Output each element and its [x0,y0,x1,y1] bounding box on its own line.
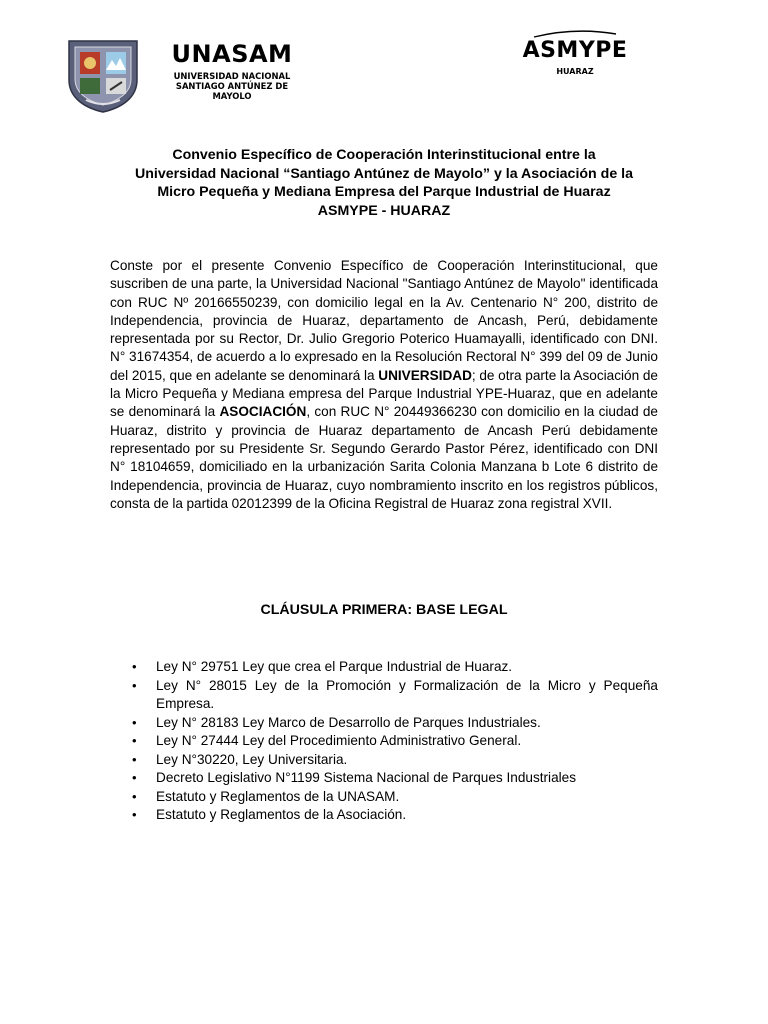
list-item-text: Ley N° 27444 Ley del Procedimiento Administrativo General. [156,733,522,748]
bullet-icon: • [132,788,137,804]
bullet-icon: • [132,714,137,730]
bullet-icon: • [132,659,137,674]
legal-basis-list [110,658,658,825]
list-item-text: Ley N° 29751 Ley que crea el Parque Industrial de Huaraz. [156,659,513,674]
title-line: Micro Pequeña y Mediana Empresa del Parque Industrial de Huaraz [157,184,611,200]
list-item [110,806,658,825]
unasam-subtitle-line: SANTIAGO ANTÚNEZ DE [175,81,289,91]
paragraph-text: Conste por el presente Convenio Específico de Cooperación Interinstitucional, que suscriben de una parte, la Universidad Nacional "Santiago Antúnez de Mayolo" identificada con RUC Nº 20166550239, con domicilio legal en la Av. Centenario N° 200, distrito de Independencia, provincia de Huaraz, departamento de Ancash, Perú, debidamente representada por su Rector, Dr. Julio Gregorio Poterico Huamayalli, identificado con DNI. N° 31674354, de acuerdo a lo expresado en la Resolución Rectoral N° 399 del 09 de Junio del 2015, que en adelante se denominará la [110,258,658,383]
title-line: ASMYPE - HUARAZ [317,202,451,219]
unasam-subtitle-line: UNIVERSIDAD NACIONAL [173,71,291,81]
list-item [110,769,658,788]
agreement-paragraph [110,257,658,513]
bullet-icon: • [132,677,137,693]
list-item [110,751,658,770]
universidad-term: UNIVERSIDAD [378,367,472,383]
list-item [110,714,658,733]
university-crest-icon [66,38,140,114]
unasam-title: UNASAM [171,40,293,68]
unasam-subtitle [162,71,302,101]
list-item [110,788,658,807]
asmype-heading [510,28,640,77]
bullet-icon: • [132,751,137,767]
bullet-icon: • [132,733,137,748]
unasam-heading [162,40,302,101]
list-item [110,658,658,677]
list-item-text: Ley N° 28183 Ley Marco de Desarrollo de Parques Industriales. [156,714,541,730]
asmype-subtitle: HUARAZ [556,67,594,76]
list-item-text: Estatuto y Reglamentos de la UNASAM. [156,788,400,804]
asmype-arc-icon [530,28,620,38]
document-title [120,146,648,220]
unasam-subtitle-line: MAYOLO [212,91,252,101]
paragraph-text: , con RUC N° 20449366230 con domicilio en la ciudad de Huaraz, distrito y provincia de Huaraz departamento de Ancash Perú debidamente representado por su Presidente Sr. Segundo Gerardo Pastor Pérez, identificado con DNI N° 18104659, domiciliado en la urbanización Sarita Colonia Manzana b Lote 6 distrito de Independencia, provincia de Huaraz, cuyo nombramiento inscrito en los registros públicos, consta de la partida 02012399 de la Oficina Registral de Huaraz zona registral XVII. [110,404,658,511]
list-item [110,677,658,714]
paragraph-text: ; de otra parte la Asociación de la Micro Pequeña y Mediana empresa del Parque Industrial YPE-Huaraz, que en adelante se denominará la [110,367,658,420]
list-item [110,732,658,751]
asociacion-term: ASOCIACIÓN [219,404,307,420]
list-item-text: Decreto Legislativo N°1199 Sistema Nacional de Parques Industriales [156,770,577,785]
bullet-icon: • [132,770,137,785]
bullet-icon: • [132,807,137,822]
clause-heading: CLÁUSULA PRIMERA: BASE LEGAL [260,602,508,618]
asmype-title: ASMYPE [522,38,628,63]
title-line: Universidad Nacional “Santiago Antúnez de Mayolo” y la Asociación de la [135,165,633,182]
list-item-text: Estatuto y Reglamentos de la Asociación. [156,807,407,822]
list-item-text: Ley N° 28015 Ley de la Promoción y Formalización de la Micro y Pequeña Empresa. [156,677,658,711]
title-line: Convenio Específico de Cooperación Interinstitucional entre la [172,147,596,163]
list-item-text: Ley N°30220, Ley Universitaria. [156,751,348,767]
